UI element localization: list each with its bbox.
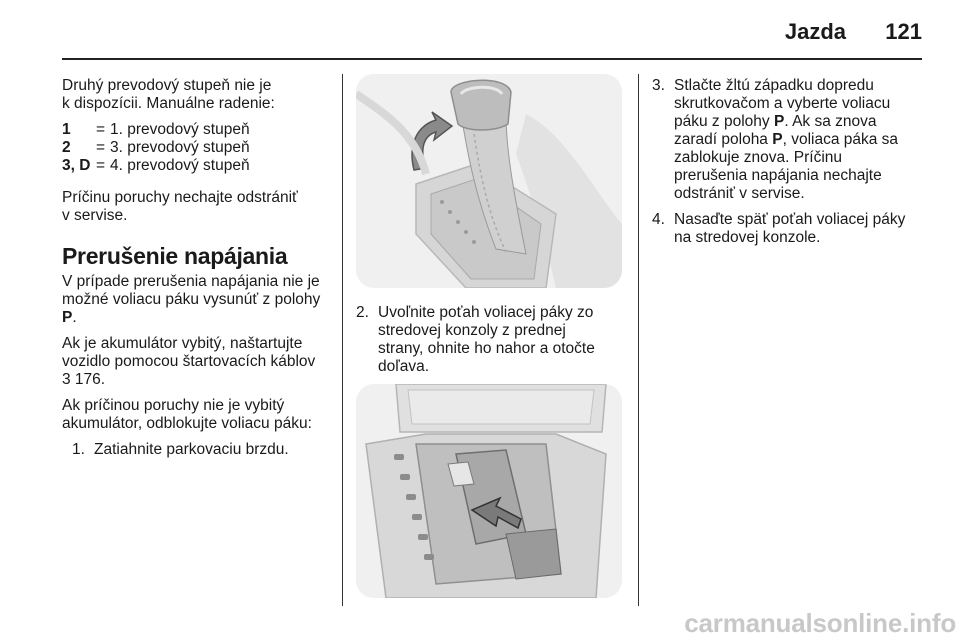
unlock-paragraph: Ak príčinou poruchy nie je vybitý akumulátor, odblokujte voliacu páku: bbox=[62, 397, 312, 432]
spec-value: 4. prevodový stupeň bbox=[110, 157, 250, 174]
battery-paragraph: Ak je akumulátor vybitý, naštartujte vozidlo pomocou štartovacích káblov 3 176. bbox=[62, 335, 316, 388]
watermark: carmanualsonline.info bbox=[684, 608, 956, 638]
spec-eq: = bbox=[96, 157, 106, 174]
step-2: 2. Uvoľnite poťah voliacej páky zo stredovej konzoly z prednej strany, ohnite ho nahor a otočte doľava. bbox=[356, 304, 595, 375]
chapter-title: Jazda bbox=[784, 19, 846, 44]
spec-key: 1 bbox=[62, 121, 71, 138]
spec-value: 3. prevodový stupeň bbox=[110, 139, 250, 156]
gear-lock-release-illustration bbox=[356, 384, 622, 598]
spec-value: 1. prevodový stupeň bbox=[110, 121, 250, 138]
page-reference: 3 176. bbox=[62, 371, 106, 388]
section-title: Prerušenie napájania bbox=[62, 243, 288, 269]
spec-eq: = bbox=[96, 139, 106, 156]
page-number: 121 bbox=[885, 19, 922, 44]
power-loss-paragraph: V prípade prerušenia napájania nie je možné voliacu páku vysunúť z polohy P. bbox=[62, 273, 321, 326]
spec-key: 2 bbox=[62, 139, 71, 156]
intro-paragraph: Druhý prevodový stupeň nie je k dispozícii. Manuálne radenie: bbox=[62, 77, 275, 112]
header-rule bbox=[62, 58, 922, 60]
fault-paragraph: Príčinu poruchy nechajte odstrániť v servise. bbox=[62, 189, 298, 224]
step-4: 4. Nasaďte späť poťah voliacej páky na stredovej konzole. bbox=[652, 211, 906, 246]
column-3 bbox=[652, 77, 924, 255]
gear-lever-illustration bbox=[356, 74, 622, 288]
spec-key: 3, D bbox=[62, 157, 91, 174]
column-divider-1 bbox=[342, 74, 343, 606]
column-1 bbox=[62, 77, 334, 467]
step-1: 1. Zatiahnite parkovaciu brzdu. bbox=[72, 441, 289, 458]
column-divider-2 bbox=[638, 74, 639, 606]
column-2 bbox=[356, 74, 626, 614]
spec-eq: = bbox=[96, 121, 106, 138]
gear-spec-list bbox=[62, 121, 334, 175]
step-3: 3. Stlačte žltú západku dopredu skrutkovačom a vyberte voliacu páku z polohy P. Ak sa znova zaradí poloha P, voliaca páka sa zablokuje znova. Príčinu prerušenia napájania nechajte odstrániť v servise. bbox=[652, 77, 899, 202]
